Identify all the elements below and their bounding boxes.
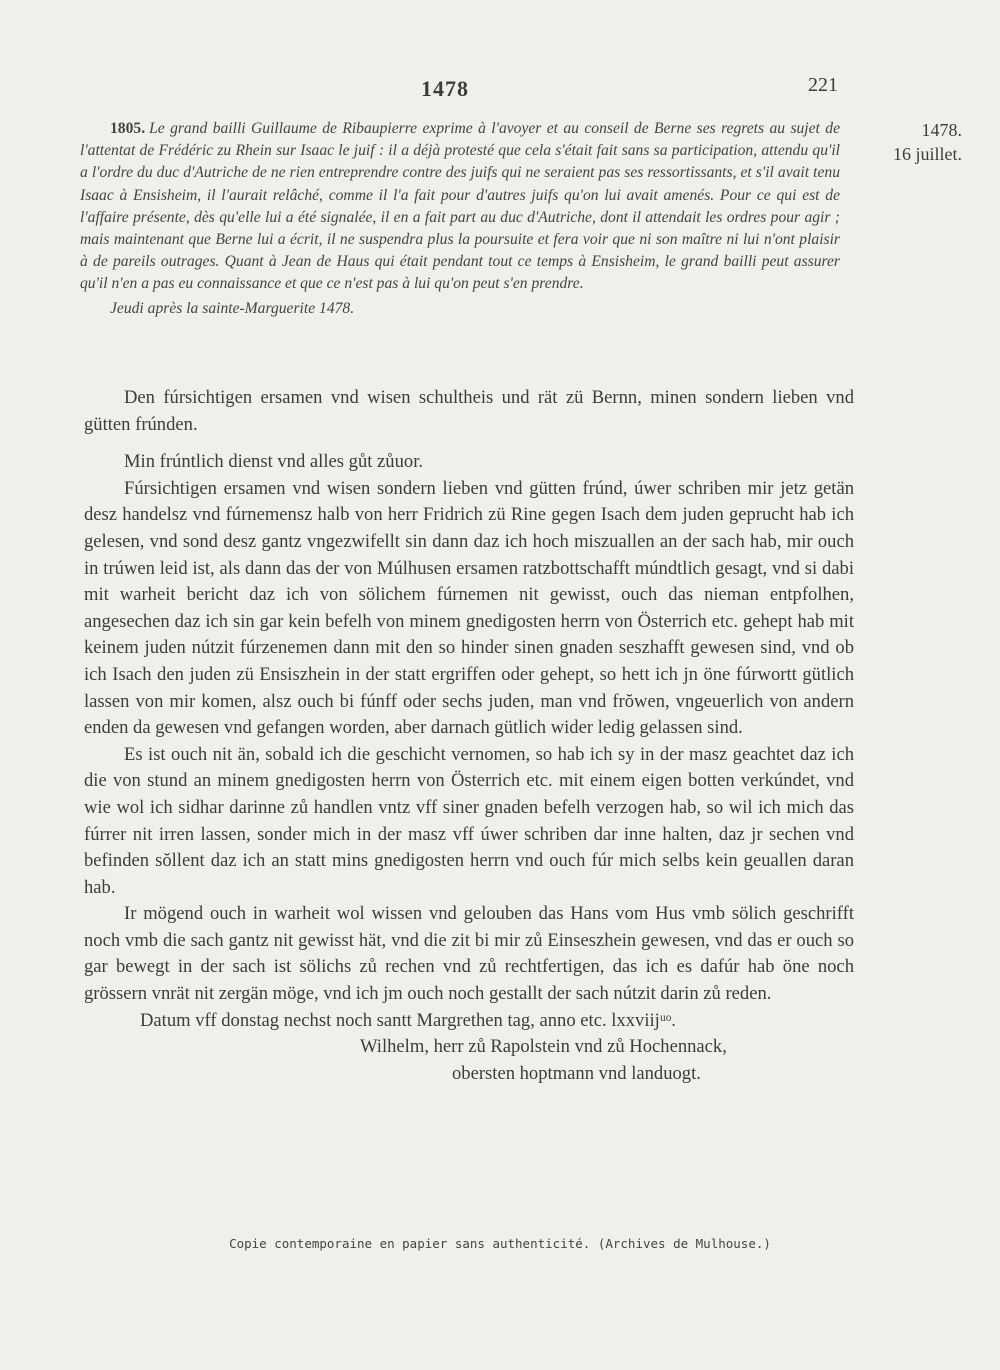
letter-paragraph-1: Fúrsichtigen ersamen vnd wisen sondern lieben vnd gütten frúnd, úwer schriben mir jetz getän desz handelsz vnd fúrnemensz halb von herr Fridrich zü Rine gegen Isach dem juden geprucht hab ich gelesen, vnd sond desz gantz vngezwifellt sin dann daz ich hoch miszuallen an der sach hab, mir ouch in trúwen leid ist, als dann das der von Múlhusen ersamen ratzbottschafft múndtlich gesagt, vnd si dabi mit warheit bericht daz ich von sölichem fúrnemen nit gewisst, ouch das nieman entpfolhen, angesechen daz ich sin gar kein befelh von minem gnedigosten herrn von Österrich etc. gehept hab mit keinem juden nútzit fúrzenemen dann mit den so hinder sinen gnaden seszhafft gewesen sind, vnd ob ich Isach den juden zü Ensiszhein in der statt ergriffen oder gehept, so hett ich jn öne fúrwortt gütlich lassen von mir komen, alsz ouch bi fúnff oder sechs juden, man vnd frŏwen, vngeuerlich von andern enden da gewesen vnd gefangen worden, aber darnach gütlich wider ledig gelassen sind. <box>84 477 854 739</box>
signature-block <box>84 1034 854 1087</box>
letter-address: Den fúrsichtigen ersamen vnd wisen schultheis und rät zü Bernn, minen sondern lieben vnd gütten frúnden. <box>84 387 854 435</box>
margin-day: 16 juillet. <box>893 144 962 164</box>
margin-year: 1478. <box>921 120 962 140</box>
signature-line-1: Wilhelm, herr zů Rapolstein vnd zů Hochennack, <box>360 1036 727 1058</box>
document-summary <box>80 118 840 320</box>
running-title: 1478 <box>421 76 469 101</box>
letter-greeting: Min frúntlich dienst vnd alles gůt zůuor. <box>124 451 424 473</box>
signature-line-2: obersten hoptmann vnd landuogt. <box>452 1062 701 1084</box>
document-number: 1805. <box>110 120 146 137</box>
page-number: 221 <box>808 74 838 96</box>
letter-paragraph-2: Es ist ouch nit än, sobald ich die geschicht vernomen, so hab ich sy in der masz geachtet daz ich die von stund an minem gnedigosten herrn von Österrich etc. mit einem eigen botten verkúndet, vnd wie wol ich sidhar darinne zů handlen vntz vff siner gnaden befelh verzogen hab, so wil ich mich das fúrrer nit irren lassen, sonder mich in der masz vff úwer schriben dar inne halten, daz jr sechen vnd befinden sŏllent daz ich an statt mins gnedigosten herrn vnd ouch fúr mich selbs kein geuallen daran hab. <box>84 743 854 898</box>
summary-paragraph <box>80 118 840 296</box>
letter-datum: Datum vff donstag nechst noch santt Margrethen tag, anno etc. lxxviijᵘᵒ. <box>140 1009 676 1031</box>
margin-date-note <box>852 118 962 166</box>
summary-date: Jeudi après la sainte-Marguerite 1478. <box>110 299 355 317</box>
letter-paragraph-3: Ir mögend ouch in warheit wol wissen vnd gelouben das Hans vom Hus vmb sölich geschrifft noch vmb die sach gantz nit gewisst hät, vnd die zit bi mir zů Einseszhein gewesen, vnd das er ouch so gar bewegt in der sach ist sölichs zů rechen vnd zů rechtfertigen, das ich es dafúr hab öne noch grössern vnrät nit zergän möge, vnd ich jm ouch noch gestallt der sach nútzit darin zů reden. <box>84 903 854 1005</box>
letter-body <box>84 385 854 1087</box>
source-note: Copie contemporaine en papier sans authenticité. (Archives de Mulhouse.) <box>229 1236 771 1251</box>
summary-text: Le grand bailli Guillaume de Ribaupierre exprime à l'avoyer et au conseil de Berne ses regrets au sujet de l'attentat de Frédéric zu Rhein sur Isaac le juif : il a déjà protesté que cela s'était fait sans sa participation, attendu qu'il a l'ordre du duc d'Autriche de ne rien entreprendre contre des juifs qui ne seraient pas ses ressortissants, et s'il avait tenu Isaac à Ensisheim, il l'aurait relâché, comme il l'a fait pour d'autres juifs qu'on lui avait amenés. Pour ce qui est de l'affaire présente, dès qu'elle lui a été signalée, il en a fait part au duc d'Autriche, dont il attendait les ordres pour agir ; mais maintenant que Berne lui a écrit, il ne suspendra plus la poursuite et fera voir que ni son maître ni lui n'ont plaisir à de pareils outrages. Quant à Jean de Haus qui était pendant tout ce temps à Ensisheim, le grand bailli peut assurer qu'il n'en a pas eu connaissance et que ce n'est pas à lui qu'on peut s'en prendre. <box>80 120 840 293</box>
